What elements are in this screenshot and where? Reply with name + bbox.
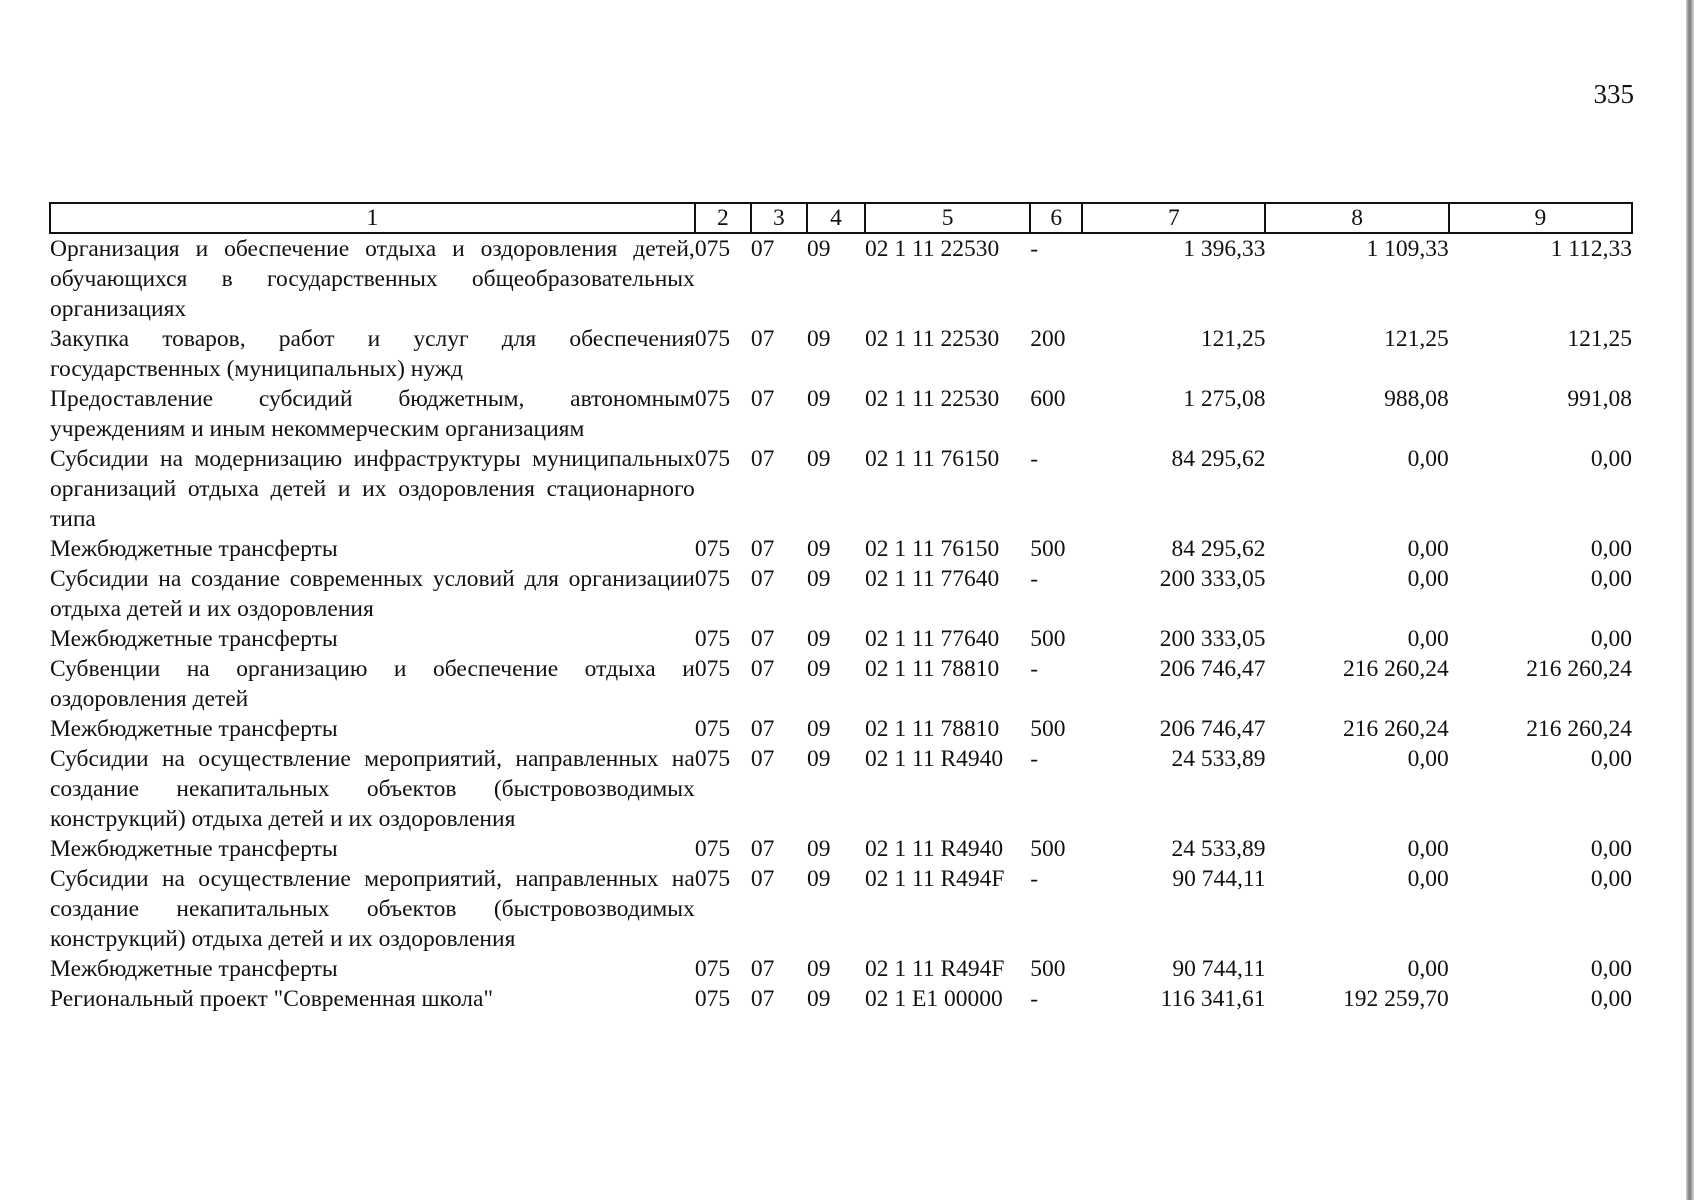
row-name: Межбюджетные трансферты [50,956,338,982]
target-article-code: 02 1 11 78810 [865,716,1000,742]
table-row [50,624,1632,654]
expense-type-code: 500 [1030,956,1066,982]
amount-col-7: 1 275,08 [1183,386,1266,412]
amount-col-7: 90 744,11 [1172,866,1266,892]
ved-code: 075 [694,626,731,652]
row-name: Предоставление субсидий бюджетным, автономным учреждениям и иным некоммерческим организациям [50,386,695,442]
row-name: Субсидии на осуществление мероприятий, направленных на создание некапитальных объектов (быстровозводимых конструкций) отдыха детей и их оздоровления [50,746,695,832]
target-article-code: 02 1 11 77640 [865,626,1000,652]
amount-col-7: 84 295,62 [1171,536,1266,562]
subsection-code: 09 [806,956,831,982]
expense-type-code: 200 [1030,326,1066,352]
row-name: Закупка товаров, работ и услуг для обеспечения государственных (муниципальных) нужд [50,326,695,382]
ved-code: 075 [694,566,731,592]
target-article-code: 02 1 E1 00000 [865,986,1003,1012]
target-article-code: 02 1 11 76150 [865,446,1000,472]
amount-col-9: 0,00 [1590,836,1632,862]
page-number: 335 [1593,79,1634,109]
table-row [50,564,1632,624]
expense-type-code: 500 [1030,836,1066,862]
section-code: 07 [750,386,775,412]
section-code: 07 [750,986,775,1012]
expense-type-code: 500 [1030,536,1066,562]
ved-code: 075 [694,446,731,472]
amount-col-9: 216 260,24 [1526,716,1632,742]
section-code: 07 [750,446,775,472]
header-cell: 8 [1265,203,1448,233]
amount-col-9: 0,00 [1590,626,1632,652]
amount-col-8: 0,00 [1407,566,1449,592]
section-code: 07 [750,536,775,562]
subsection-code: 09 [806,536,831,562]
amount-col-8: 0,00 [1407,866,1449,892]
amount-col-7: 24 533,89 [1171,746,1266,772]
subsection-code: 09 [806,836,831,862]
subsection-code: 09 [806,326,831,352]
header-cell: 6 [1030,203,1082,233]
row-name: Межбюджетные трансферты [50,716,338,742]
row-name: Субсидии на осуществление мероприятий, направленных на создание некапитальных объектов (быстровозводимых конструкций) отдыха детей и их оздоровления [50,866,695,952]
target-article-code: 02 1 11 R4940 [865,746,1004,772]
ved-code: 075 [694,866,731,892]
ved-code: 075 [694,656,731,682]
header-cell: 2 [695,203,751,233]
subsection-code: 09 [806,716,831,742]
target-article-code: 02 1 11 22530 [865,386,1000,412]
amount-col-8: 1 109,33 [1366,236,1449,262]
section-code: 07 [750,746,775,772]
amount-col-7: 206 746,47 [1159,656,1266,682]
amount-col-9: 0,00 [1590,446,1632,472]
table-row [50,714,1632,744]
expense-type-code: 600 [1030,386,1066,412]
subsection-code: 09 [806,746,831,772]
target-article-code: 02 1 11 78810 [865,656,1000,682]
table-header [50,203,1632,233]
amount-col-7: 24 533,89 [1171,836,1266,862]
amount-col-7: 206 746,47 [1159,716,1266,742]
amount-col-7: 200 333,05 [1159,566,1266,592]
amount-col-8: 121,25 [1384,326,1449,352]
table-row [50,324,1632,384]
table-row [50,984,1632,1014]
section-code: 07 [750,656,775,682]
amount-col-8: 0,00 [1407,836,1449,862]
target-article-code: 02 1 11 22530 [865,236,1000,262]
row-name: Межбюджетные трансферты [50,836,338,862]
header-cell: 1 [50,203,695,233]
header-cell: 9 [1449,203,1632,233]
expense-type-code: - [1030,656,1039,682]
target-article-code: 02 1 11 R4940 [865,836,1004,862]
expense-type-code: - [1030,446,1039,472]
table-row [50,954,1632,984]
table-row [50,534,1632,564]
amount-col-9: 0,00 [1590,866,1632,892]
table-row [50,233,1632,324]
subsection-code: 09 [806,446,831,472]
amount-col-7: 84 295,62 [1171,446,1266,472]
row-name: Субсидии на модернизацию инфраструктуры муниципальных организаций отдыха детей и их оздоровления стационарного типа [50,446,695,532]
ved-code: 075 [694,326,731,352]
expense-type-code: - [1030,746,1039,772]
amount-col-8: 0,00 [1407,626,1449,652]
table-row [50,654,1632,714]
expense-type-code: - [1030,866,1039,892]
amount-col-7: 200 333,05 [1159,626,1266,652]
subsection-code: 09 [806,656,831,682]
header-cell: 7 [1082,203,1265,233]
target-article-code: 02 1 11 76150 [865,536,1000,562]
table-body [50,233,1632,1014]
target-article-code: 02 1 11 77640 [865,566,1000,592]
expense-type-code: 500 [1030,716,1066,742]
ved-code: 075 [694,236,731,262]
amount-col-9: 0,00 [1590,536,1632,562]
amount-col-7: 90 744,11 [1172,956,1266,982]
header-cell: 3 [751,203,807,233]
row-name: Межбюджетные трансферты [50,626,338,652]
row-name: Организация и обеспечение отдыха и оздоровления детей, обучающихся в государственных общеобразовательных организациях [50,236,695,322]
amount-col-9: 0,00 [1590,746,1632,772]
ved-code: 075 [694,386,731,412]
ved-code: 075 [694,536,731,562]
amount-col-9: 1 112,33 [1550,236,1632,262]
amount-col-9: 121,25 [1567,326,1632,352]
budget-table [49,202,1633,1014]
header-cell: 4 [807,203,865,233]
subsection-code: 09 [806,626,831,652]
row-name: Субсидии на создание современных условий для организации отдыха детей и их оздоровления [50,566,695,622]
table-row [50,384,1632,444]
target-article-code: 02 1 11 22530 [865,326,1000,352]
expense-type-code: - [1030,986,1039,1012]
expense-type-code: - [1030,566,1039,592]
section-code: 07 [750,836,775,862]
subsection-code: 09 [806,866,831,892]
amount-col-9: 0,00 [1590,956,1632,982]
ved-code: 075 [694,746,731,772]
amount-col-9: 991,08 [1567,386,1632,412]
table-row [50,834,1632,864]
section-code: 07 [750,326,775,352]
ved-code: 075 [694,716,731,742]
amount-col-8: 0,00 [1407,536,1449,562]
subsection-code: 09 [806,566,831,592]
row-name: Межбюджетные трансферты [50,536,338,562]
amount-col-7: 116 341,61 [1160,986,1266,1012]
amount-col-8: 192 259,70 [1342,986,1449,1012]
header-cell: 5 [865,203,1030,233]
scan-edge-shadow [1686,0,1694,1200]
amount-col-9: 0,00 [1590,986,1632,1012]
table-row [50,864,1632,954]
row-name: Региональный проект "Современная школа" [50,986,494,1012]
amount-col-8: 988,08 [1384,386,1449,412]
amount-col-8: 0,00 [1407,956,1449,982]
ved-code: 075 [694,986,731,1012]
section-code: 07 [750,236,775,262]
amount-col-7: 121,25 [1200,326,1266,352]
table-row [50,744,1632,834]
amount-col-9: 0,00 [1590,566,1632,592]
expense-type-code: 500 [1030,626,1066,652]
expense-type-code: - [1030,236,1039,262]
header-row [50,203,1632,233]
amount-col-7: 1 396,33 [1183,236,1266,262]
section-code: 07 [750,716,775,742]
target-article-code: 02 1 11 R494F [865,866,1005,892]
table-row [50,444,1632,534]
amount-col-9: 216 260,24 [1526,656,1632,682]
amount-col-8: 216 260,24 [1342,716,1449,742]
row-name: Субвенции на организацию и обеспечение отдыха и оздоровления детей [50,656,695,712]
subsection-code: 09 [806,986,831,1012]
amount-col-8: 0,00 [1407,446,1449,472]
section-code: 07 [750,866,775,892]
section-code: 07 [750,626,775,652]
amount-col-8: 216 260,24 [1342,656,1449,682]
ved-code: 075 [694,956,731,982]
subsection-code: 09 [806,236,831,262]
subsection-code: 09 [806,386,831,412]
section-code: 07 [750,566,775,592]
amount-col-8: 0,00 [1407,746,1449,772]
section-code: 07 [750,956,775,982]
ved-code: 075 [694,836,731,862]
target-article-code: 02 1 11 R494F [865,956,1005,982]
